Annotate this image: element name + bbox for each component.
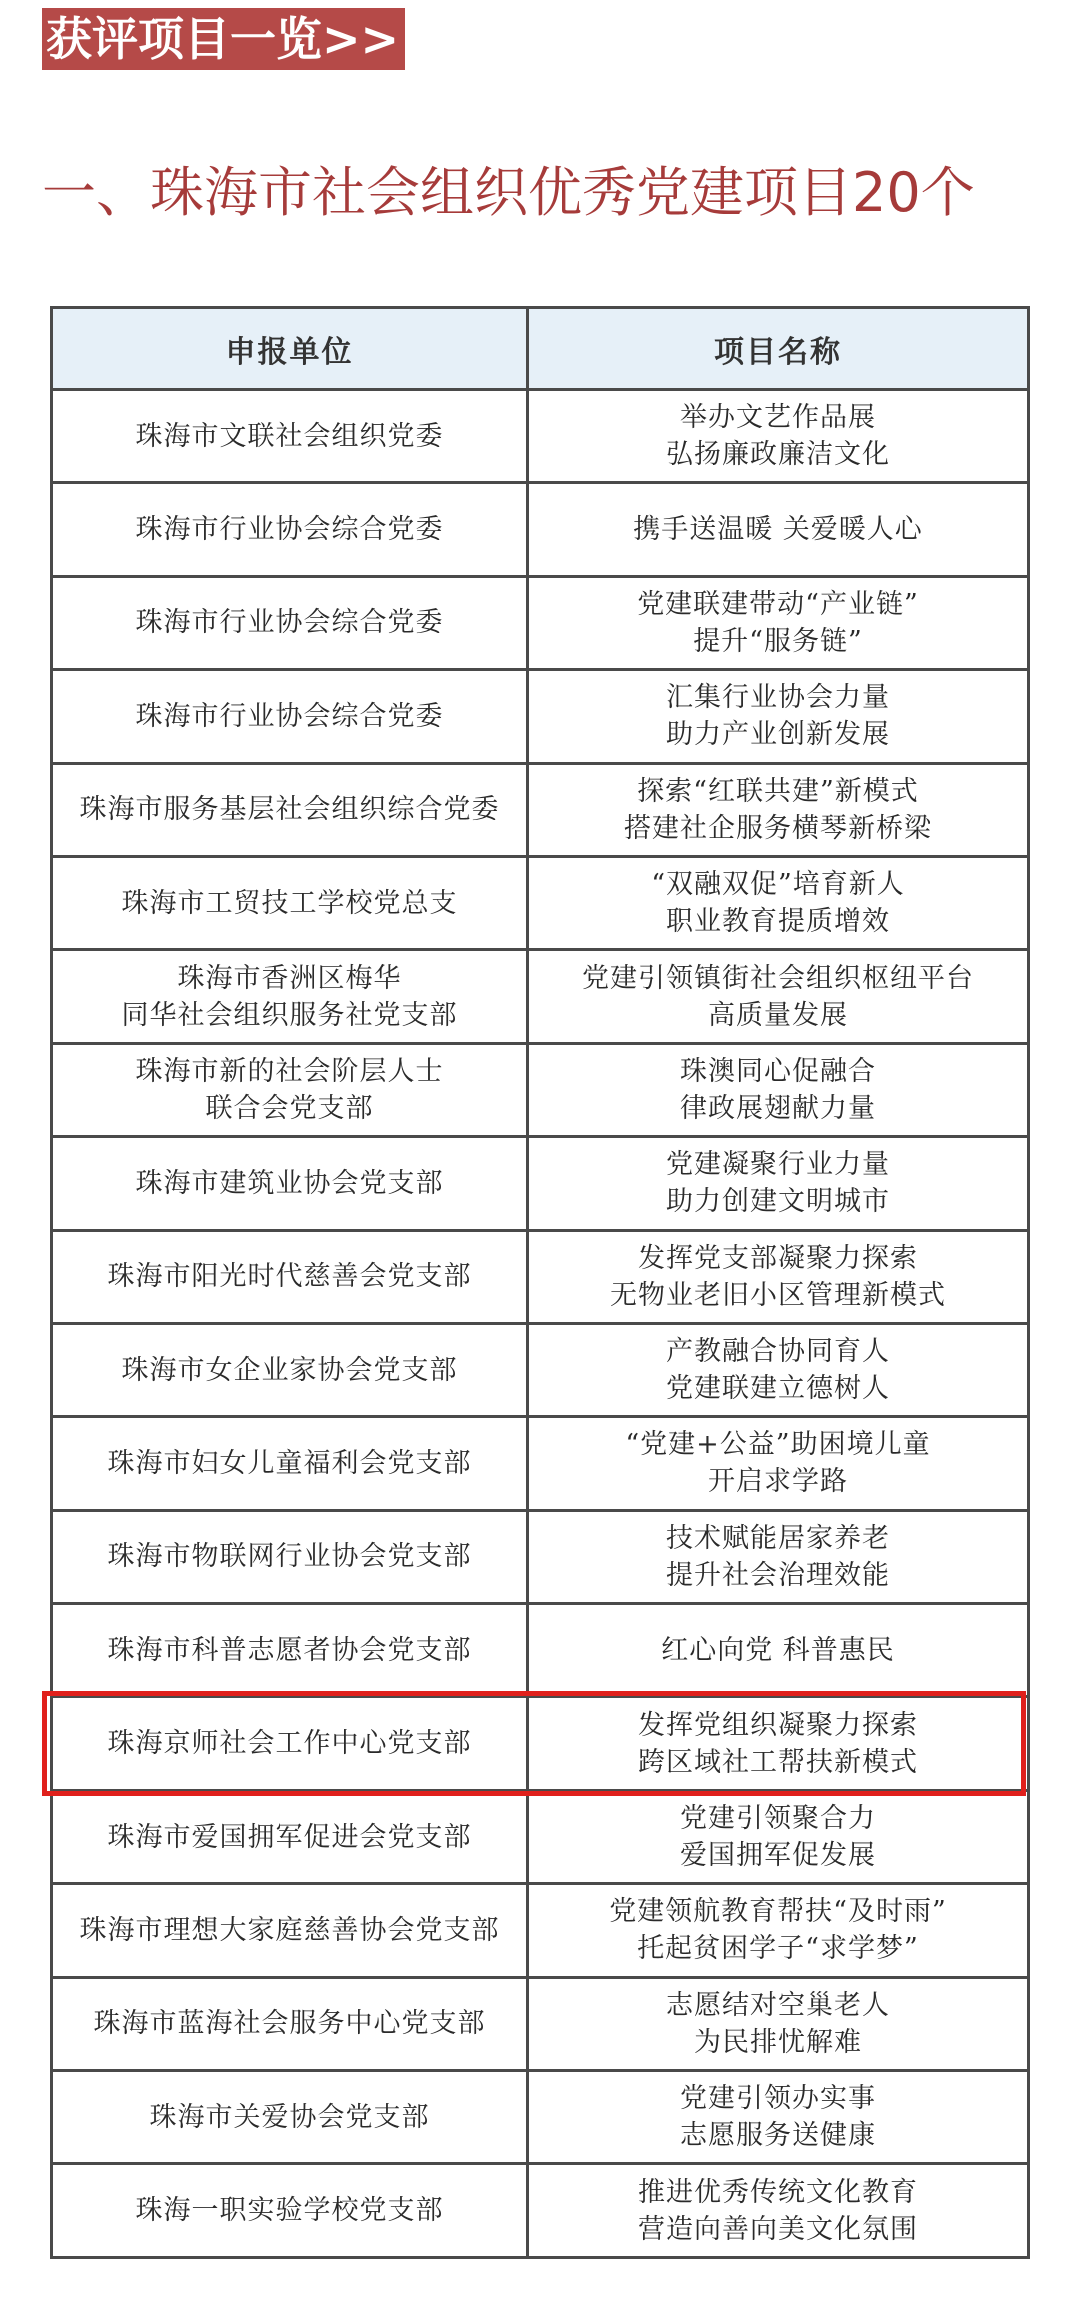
table-row — [52, 2164, 1029, 2257]
unit-cell-line: 珠海京师社会工作中心党支部 — [107, 1728, 472, 1760]
table-row — [52, 1043, 1029, 1136]
project-cell — [528, 576, 1029, 669]
project-cell-line: 探索“红联共建”新模式 — [637, 775, 919, 807]
unit-cell-line: 珠海市物联网行业协会党支部 — [107, 1541, 472, 1573]
unit-cell — [52, 670, 528, 763]
project-cell — [528, 1977, 1029, 2070]
unit-cell — [52, 1697, 528, 1790]
project-cell — [528, 1043, 1029, 1136]
unit-cell — [52, 1417, 528, 1510]
unit-cell — [52, 1604, 528, 1697]
header-project: 项目名称 — [528, 308, 1029, 390]
project-cell-line: 搭建社企服务横琴新桥梁 — [624, 812, 932, 844]
project-cell-line: 党建领航教育帮扶“及时雨” — [609, 1896, 947, 1928]
table-row — [52, 1977, 1029, 2070]
unit-cell-line: 珠海市行业协会综合党委 — [135, 700, 444, 732]
project-cell — [528, 1697, 1029, 1790]
project-cell — [528, 1790, 1029, 1883]
project-cell-line: 发挥党组织凝聚力探索 — [638, 1709, 918, 1741]
project-cell-line: 律政展翅献力量 — [680, 1092, 876, 1124]
table-row — [52, 576, 1029, 669]
project-cell-line: 珠澳同心促融合 — [680, 1055, 876, 1087]
unit-cell — [52, 2071, 528, 2164]
project-cell-line: 技术赋能居家养老 — [666, 1522, 890, 1554]
unit-cell-line: 同华社会组织服务社党支部 — [121, 999, 458, 1031]
project-cell-line: “党建+公益”助困境儿童 — [625, 1429, 931, 1461]
project-cell — [528, 1323, 1029, 1416]
project-cell-line: 党建联建带动“产业链” — [637, 588, 919, 620]
project-cell — [528, 1230, 1029, 1323]
unit-cell-line: 珠海市妇女儿童福利会党支部 — [107, 1447, 472, 1479]
project-cell-line: 无物业老旧小区管理新模式 — [610, 1279, 946, 1311]
project-cell — [528, 483, 1029, 576]
project-cell-line: 助力创建文明城市 — [666, 1186, 890, 1218]
project-cell-line: 党建引领镇街社会组织枢纽平台 — [582, 962, 974, 994]
table-header-row — [52, 308, 1029, 390]
unit-cell — [52, 1323, 528, 1416]
project-cell — [528, 670, 1029, 763]
project-cell — [528, 1417, 1029, 1510]
project-cell-line: 汇集行业协会力量 — [666, 682, 890, 714]
table-row — [52, 1230, 1029, 1323]
unit-cell — [52, 483, 528, 576]
project-cell-line: 弘扬廉政廉洁文化 — [666, 439, 890, 471]
project-cell — [528, 856, 1029, 949]
unit-cell-line: 珠海市行业协会综合党委 — [135, 514, 444, 546]
header-unit: 申报单位 — [52, 308, 528, 390]
project-cell — [528, 1884, 1029, 1977]
unit-cell — [52, 763, 528, 856]
unit-cell — [52, 1884, 528, 1977]
unit-cell-line: 珠海市新的社会阶层人士 — [135, 1055, 444, 1087]
unit-cell — [52, 1790, 528, 1883]
unit-cell-line: 珠海市工贸技工学校党总支 — [121, 887, 458, 919]
project-cell-line: 为民排忧解难 — [694, 2026, 862, 2058]
project-cell-line: 党建引领聚合力 — [680, 1803, 876, 1835]
table-row — [52, 483, 1029, 576]
project-cell — [528, 950, 1029, 1043]
table-row — [52, 1137, 1029, 1230]
project-cell-line: 发挥党支部凝聚力探索 — [638, 1242, 918, 1274]
project-cell — [528, 2071, 1029, 2164]
unit-cell-line: 珠海市服务基层社会组织综合党委 — [79, 794, 500, 826]
project-cell-line: 营造向善向美文化氛围 — [638, 2213, 918, 2245]
unit-cell — [52, 390, 528, 483]
project-cell — [528, 390, 1029, 483]
unit-cell — [52, 576, 528, 669]
unit-cell — [52, 1230, 528, 1323]
project-cell-line: “双融双促”培育新人 — [651, 869, 905, 901]
project-cell-line: 职业教育提质增效 — [666, 906, 890, 938]
project-cell-line: 志愿服务送健康 — [680, 2120, 876, 2152]
project-cell-line: 开启求学路 — [708, 1466, 848, 1498]
project-cell — [528, 2164, 1029, 2257]
project-cell-line: 志愿结对空巢老人 — [666, 1989, 890, 2021]
project-cell-line: 爱国拥军促发展 — [680, 1840, 876, 1872]
project-cell-line: 党建引领办实事 — [680, 2083, 876, 2115]
project-cell-line: 托起贫困学子“求学梦” — [637, 1933, 919, 1965]
table-row — [52, 1604, 1029, 1697]
project-cell-line: 提升“服务链” — [693, 625, 863, 657]
unit-cell — [52, 950, 528, 1043]
unit-cell — [52, 856, 528, 949]
table-row — [52, 1510, 1029, 1603]
table-row — [52, 2071, 1029, 2164]
unit-cell-line: 珠海市香洲区梅华 — [177, 962, 402, 994]
table-row — [52, 1790, 1029, 1883]
project-cell-line: 红心向党 科普惠民 — [661, 1634, 895, 1666]
project-cell-line: 跨区域社工帮扶新模式 — [638, 1746, 918, 1778]
table-row — [52, 1697, 1029, 1790]
table-row — [52, 1884, 1029, 1977]
project-cell-line: 推进优秀传统文化教育 — [638, 2176, 918, 2208]
table-row — [52, 670, 1029, 763]
section-title: 一、珠海市社会组织优秀党建项目20个 — [42, 161, 975, 224]
project-cell-line: 提升社会治理效能 — [666, 1559, 890, 1591]
unit-cell — [52, 1977, 528, 2070]
project-cell-line: 产教融合协同育人 — [666, 1336, 890, 1368]
table-row — [52, 390, 1029, 483]
project-cell-line: 党建凝聚行业力量 — [666, 1149, 890, 1181]
section-banner: 获评项目一览>> — [42, 8, 405, 70]
award-table-container — [50, 306, 1027, 2259]
project-cell — [528, 1510, 1029, 1603]
unit-cell-line: 联合会党支部 — [205, 1092, 374, 1124]
unit-cell-line: 珠海市爱国拥军促进会党支部 — [107, 1821, 472, 1853]
table-row — [52, 1417, 1029, 1510]
unit-cell-line: 珠海市蓝海社会服务中心党支部 — [93, 2008, 486, 2040]
award-table — [50, 306, 1030, 2259]
unit-cell-line: 珠海市理想大家庭慈善协会党支部 — [79, 1914, 500, 1946]
unit-cell-line: 珠海市关爱协会党支部 — [149, 2101, 430, 2133]
project-cell-line: 助力产业创新发展 — [666, 719, 890, 751]
unit-cell — [52, 1137, 528, 1230]
unit-cell-line: 珠海一职实验学校党支部 — [135, 2195, 444, 2227]
project-cell-line: 举办文艺作品展 — [680, 402, 876, 434]
project-cell-line: 党建联建立德树人 — [666, 1373, 890, 1405]
unit-cell — [52, 1043, 528, 1136]
project-cell-line: 携手送温暖 关爱暖人心 — [633, 514, 923, 546]
table-row — [52, 763, 1029, 856]
unit-cell — [52, 1510, 528, 1603]
table-body — [52, 390, 1029, 2258]
project-cell-line: 高质量发展 — [708, 999, 848, 1031]
project-cell — [528, 1604, 1029, 1697]
table-row — [52, 1323, 1029, 1416]
unit-cell-line: 珠海市女企业家协会党支部 — [121, 1354, 458, 1386]
unit-cell-line: 珠海市科普志愿者协会党支部 — [107, 1634, 472, 1666]
table-row — [52, 856, 1029, 949]
unit-cell-line: 珠海市行业协会综合党委 — [135, 607, 444, 639]
unit-cell-line: 珠海市文联社会组织党委 — [135, 420, 444, 452]
project-cell — [528, 763, 1029, 856]
table-row — [52, 950, 1029, 1043]
unit-cell-line: 珠海市建筑业协会党支部 — [135, 1167, 444, 1199]
project-cell — [528, 1137, 1029, 1230]
unit-cell — [52, 2164, 528, 2257]
unit-cell-line: 珠海市阳光时代慈善会党支部 — [107, 1261, 472, 1293]
